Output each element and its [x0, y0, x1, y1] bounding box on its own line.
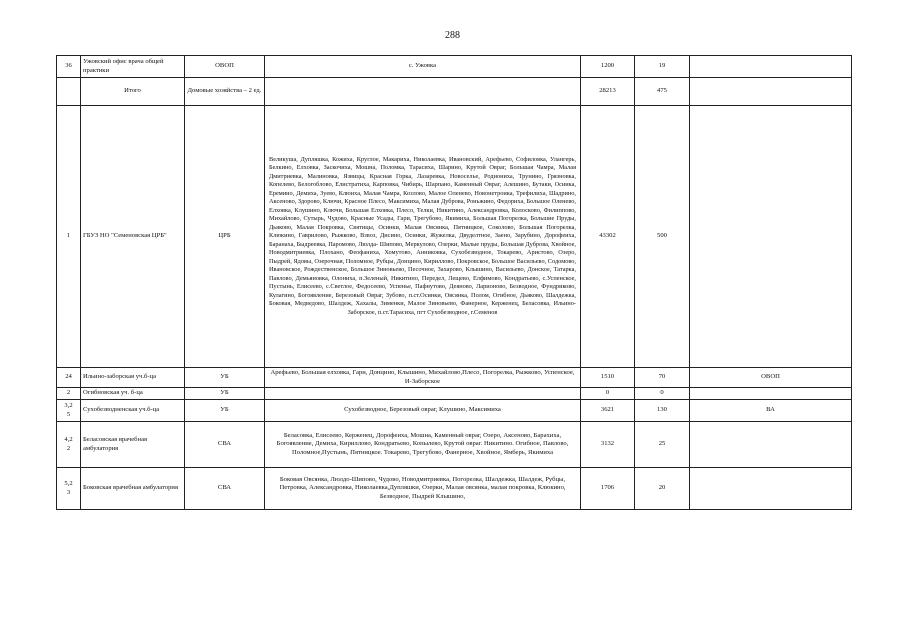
note-cell	[690, 468, 852, 510]
villages-list: с. Ужовка	[265, 56, 581, 78]
table-row	[57, 388, 852, 400]
row-number: 2	[57, 388, 81, 400]
facility-name: Беласовская врачебная амбулатория	[81, 422, 185, 468]
note-cell	[690, 422, 852, 468]
facility-name: Ильино-заборская уч.б-ца	[81, 368, 185, 388]
count-value: 130	[635, 400, 690, 422]
population-value: 43302	[581, 106, 635, 368]
villages-list: Сухобезводное, Березовый овраг, Клушино, Максимиха	[265, 400, 581, 422]
facility-type: УБ	[185, 388, 265, 400]
note-cell	[690, 388, 852, 400]
table-row	[57, 422, 852, 468]
count-value: 475	[635, 78, 690, 106]
facility-type: ЦРБ	[185, 106, 265, 368]
note-cell: ВА	[690, 400, 852, 422]
row-number: 36	[57, 56, 81, 78]
facility-name: Боковская врачебная амбулатория	[81, 468, 185, 510]
facility-name: Сухобезводненская уч.б-ца	[81, 400, 185, 422]
population-value: 1706	[581, 468, 635, 510]
note-cell	[690, 78, 852, 106]
table-row	[57, 400, 852, 422]
table-row	[57, 468, 852, 510]
villages-list: Великуша, Дупляшка, Кожиха, Круглое, Макариха, Николаевка, Ивановский, Арефьево, Софиловка, Улангерь, Белкино, Елховка, Заскочиха, Мошна, Поломка, Тарасиха, Шарино, Крутой Овраг, Большая Чамра, Малая Дмитриевка, Малиновка, Язвицы, Красная Горка, Лазаревка, Новоселье, Родиониха, Трунино, Грязновка, Копелево, Белогоблово, Елистратиха, Карповка, Чибирь, Шарпано, Каменный Овраг, Алешино, Бутаки, Осиика, Еремино, Демиха, Зуево, Клюиха, Малая Чамра, Козлово, Малое Оленево, Новонетроика, Трефилиха, Шадрино, Аксеново, Здорово, Ключи, Красное Плесо, Максимиха, Малая Дуброва, Роньжино, Федориха, Большое Оленево, Елховка, Клушино, Ключи, Большая Елховка, Плесо, Телки, Никитино, Александровка, Колосково, Филиппово, Михайлово, Сутырь, Чудово, Красные Усады, Гари, Трегубово, Якимиха, Большая Погорелка, Большие Пруды, Дьяково, Малая Покровка, Святицы, Осинки, Малая Овсянка, Пятницкое, Соколово, Большая Погорелка, Клюкино, Гаврилово, Рыжково, Взвоз, Дисино, Осинки, Жужелка, Двуделтное, Заено, Зарубино, Дорофеиха, Баранаха, Быдреевка, Паромово, Люлда- Шипово, Меркулово, Озерки, Малые пруды, Большая Дуброва, Хвойное, Новодмитриевка, Плохано, Феофаниха, Хомутово, Анниковка, Сухобезводное, Токарево, Аристово, Озеро, Пыдрей, Ядовы, Озерочная, Поломное, Рубцы, Донцино, Кириллово, Покровское, Большое Васильево, Содомово, Ивановское, Рождественское, Большое Зиновьево, Песочное, Захарово, Клышино, Васильево, Донское, Татарка, Павлово, Демьяновка, Олониха, п.Зеленый, Никитино, Передел, Лещево, Елфимово, Кондратьево, с.Успенское, Пустынь, Елисеево, с.Светлое, Федосеево, Успенье, Пафнутово, Деяново, Ларионово, Безводное, Фундриково, Кулагино, Богоявление, Березовый Овраг, Зубово, п.ст.Осинки, Овсянка, Полом, Огибное, Дьяково, Шалдежка, Боковая, Медведово, Шалдеж, Хахалы, Зименки, Малое Зиновьево, Фанерное, Керженец, Беласовка, Ильино- Заборское, п.ст.Тарасиха, пгт Сухобезводное, г.Семенов	[265, 106, 581, 368]
facility-type: Домовые хозяйства – 2 ед.	[185, 78, 265, 106]
table-row	[57, 56, 852, 78]
facility-type: ОВОП	[185, 56, 265, 78]
row-number: 4,2 2	[57, 422, 81, 468]
villages-list	[265, 388, 581, 400]
facility-name: Итого	[81, 78, 185, 106]
villages-list: Боковая Овсянка, Люлдо-Шипово, Чудово, Новодмитриевка, Погорелка, Шалдежка, Шалдеж, Рубцы, Петровка, Александровка, Николаевка,Дупляшки, Озерки, Малая овсянка, малая покровка, Клюкино, Безводное, Пыдрей Клышино,	[265, 468, 581, 510]
facilities-table	[56, 55, 852, 510]
note-cell	[690, 106, 852, 368]
row-number: 5,2 3	[57, 468, 81, 510]
population-value: 1510	[581, 368, 635, 388]
count-value: 70	[635, 368, 690, 388]
count-value: 500	[635, 106, 690, 368]
row-number	[57, 78, 81, 106]
row-number: 24	[57, 368, 81, 388]
population-value: 0	[581, 388, 635, 400]
population-value: 1200	[581, 56, 635, 78]
facility-type: УБ	[185, 368, 265, 388]
note-cell: ОВОП	[690, 368, 852, 388]
facility-name: Ужовский офис врача общей практики	[81, 56, 185, 78]
row-number: 1	[57, 106, 81, 368]
facility-type: СВА	[185, 468, 265, 510]
count-value: 0	[635, 388, 690, 400]
table-row	[57, 368, 852, 388]
facility-name: Огибновская уч. б-ца	[81, 388, 185, 400]
count-value: 25	[635, 422, 690, 468]
facility-type: УБ	[185, 400, 265, 422]
table-row	[57, 106, 852, 368]
count-value: 19	[635, 56, 690, 78]
page-number: 288	[445, 30, 460, 41]
population-value: 28213	[581, 78, 635, 106]
population-value: 3621	[581, 400, 635, 422]
count-value: 20	[635, 468, 690, 510]
villages-list	[265, 78, 581, 106]
population-value: 3132	[581, 422, 635, 468]
villages-list: Арефьево, Большая елховка, Гари, Донцино, Клышино, Михайлово,Плесо, Погорелка, Рыжково, Успенское, И-Заборское	[265, 368, 581, 388]
table-row	[57, 78, 852, 106]
villages-list: Беласовка, Елисеево, Керженец, Дорофеиха, Мошна, Каменный овраг, Озеро, Аксеново, Барахиха, Богоявление, Демиха, Кириллово, Кондратьево, Копылево, Крутой овраг. Никитино. Огибное, Павлово, Поломное,Пустынь, Пятницкое. Токарево, Трегубово, Фанерное, Хвойное, Ямберь, Якимиха	[265, 422, 581, 468]
row-number: 3,2 5	[57, 400, 81, 422]
facility-name: ГБУЗ НО "Семеновская ЦРБ"	[81, 106, 185, 368]
facility-type: СВА	[185, 422, 265, 468]
note-cell	[690, 56, 852, 78]
